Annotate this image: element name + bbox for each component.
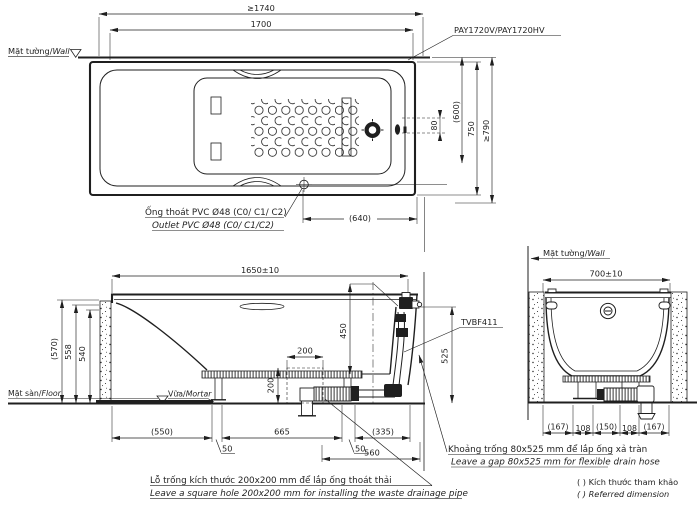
- top-view: [8, 3, 561, 252]
- hole-note-en: Leave a square hole 200x200 mm for installing the waste drainage pipe: [150, 489, 468, 499]
- dim-end-seg1: (167): [547, 422, 569, 432]
- dim-seg-back: (550): [150, 426, 174, 437]
- tub-shell-end: [546, 298, 669, 376]
- dim-inner-length: (600): [451, 100, 461, 124]
- dim-tub-width: 750: [466, 121, 476, 137]
- drain-kit-leader: [404, 328, 460, 353]
- tub-bottom-strip: [202, 371, 362, 378]
- gap-note-en: Leave a gap 80x525 mm for flexible drain hose: [451, 457, 660, 468]
- overflow-assembly: [384, 293, 422, 398]
- legend-referred-en: ( ) Referred dimension: [577, 489, 670, 499]
- drain-symbol: [362, 119, 384, 141]
- dim-hole-h: 200: [265, 377, 276, 394]
- side-bottom-dims: [112, 405, 420, 462]
- dim-seg-mid: 665: [274, 426, 290, 437]
- dim-overflow-offset: 80: [430, 120, 439, 131]
- grip-left: [546, 302, 557, 309]
- dim-drain-span: 560: [364, 447, 380, 458]
- dim-side-length: 1650±10: [240, 265, 280, 275]
- floor-label: Mặt sàn/Floor: [8, 389, 61, 398]
- outlet-note-en: Outlet PVC Ø48 (C0/ C1/C2): [152, 221, 275, 231]
- hole-note-leader: [325, 399, 432, 486]
- wall-datum-icon: [71, 50, 82, 58]
- gap-note-vi: Khoảng trống 80x525 mm để lắp ống xả tràn: [448, 445, 648, 455]
- legend-referred-vi: ( ) Kích thước tham khảo: [577, 477, 679, 487]
- dim-height-rim: 558: [63, 344, 73, 360]
- dim-seg-gap2: 50: [355, 443, 366, 454]
- outlet-note-vi: Ống thoát PVC Ø48 (C0/ C1/ C2): [145, 208, 287, 218]
- dim-outlet-from-end: (640): [348, 213, 372, 223]
- dim-end-width: 700±10: [589, 268, 623, 279]
- waste-pipe-assembly: [298, 386, 395, 416]
- dim-height-inner: 540: [77, 346, 87, 362]
- backrest-slope: [116, 303, 207, 370]
- wall-hatch-left: [529, 292, 544, 402]
- dim-tub-length: 1700: [250, 19, 272, 29]
- dim-end-seg4: 108: [622, 424, 637, 433]
- overflow-symbol: [395, 124, 400, 134]
- wall-label: Mặt tường/Wall: [8, 46, 70, 56]
- antislip-dots: [251, 99, 359, 158]
- dim-hole-w: 200: [297, 345, 313, 356]
- dim-clearance-width: ≥790: [481, 119, 491, 143]
- grip-right: [659, 302, 670, 309]
- dim-end-seg3: (150): [596, 422, 617, 432]
- dim-seg-gap1: 50: [222, 443, 233, 454]
- model-label: PAY1720V/PAY1720HV: [454, 25, 545, 35]
- dim-end-seg2: 108: [575, 424, 591, 433]
- side-view: [8, 265, 503, 486]
- wall-hatch: [100, 301, 111, 403]
- dim-height-total: (570): [49, 337, 59, 361]
- mortar-label: Vữa/Mortar: [168, 389, 212, 399]
- tub-rim-side: [112, 295, 418, 304]
- model-leader: [408, 36, 453, 61]
- drain-knob: [600, 303, 615, 318]
- outlet-crosshair: [296, 177, 447, 192]
- wall-label-end: Mặt tường/Wall: [543, 248, 605, 258]
- hole-note-vi: Lỗ trống kích thước 200x200 mm để lắp ống thoát thải: [150, 476, 392, 486]
- pad-upper: [211, 97, 221, 114]
- rim-oval: [240, 303, 284, 309]
- end-view: [528, 246, 697, 436]
- dim-gap-height: 525: [439, 348, 450, 364]
- tub-bottom-strip-end: [563, 376, 650, 382]
- pad-lower: [211, 143, 221, 160]
- drain-kit-label: TVBF411: [461, 317, 498, 327]
- wall-hatch-right: [671, 292, 687, 402]
- dim-end-seg5: (167): [643, 422, 665, 432]
- dim-overflow-drop: 450: [338, 323, 348, 339]
- dim-seg-front: (335): [371, 426, 395, 437]
- dim-clearance-length: ≥1740: [247, 3, 275, 13]
- outlet-leader: [285, 189, 302, 218]
